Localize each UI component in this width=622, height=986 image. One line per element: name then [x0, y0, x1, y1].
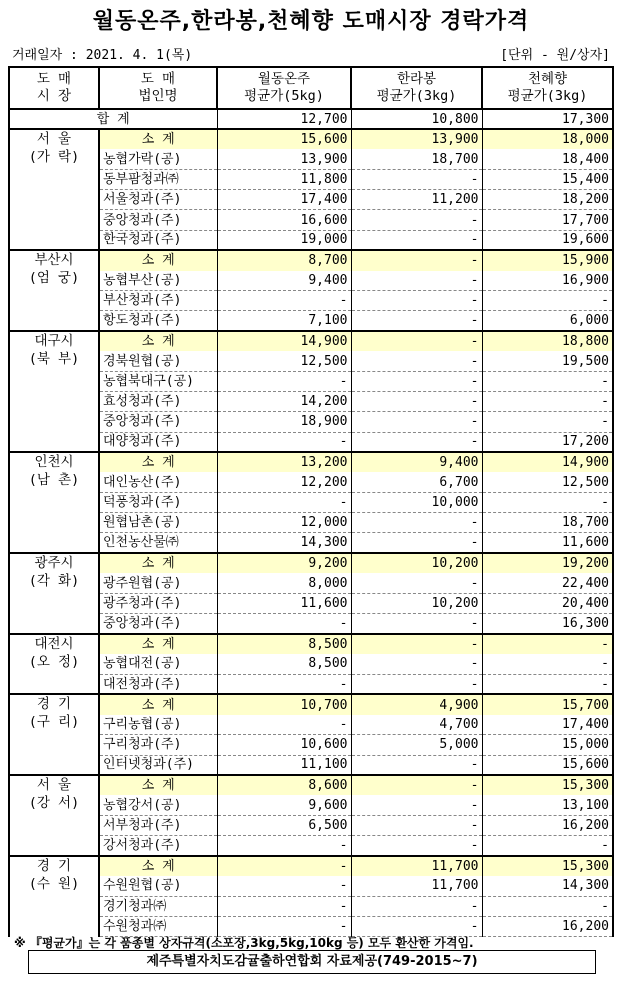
price-cell: -: [351, 533, 482, 553]
price-cell: 15,300: [482, 775, 613, 795]
market-location: (가 락): [28, 149, 80, 166]
price-cell: 11,100: [217, 755, 351, 775]
price-cell: -: [482, 392, 613, 412]
table-row: [9, 190, 613, 210]
header-corp-line1: 도 매: [140, 71, 176, 87]
table-row: [9, 674, 613, 694]
market-name-cell: [9, 129, 99, 250]
price-cell: -: [351, 816, 482, 836]
corp-name: 농협부산(공): [99, 271, 217, 291]
price-cell: -: [351, 513, 482, 533]
price-cell: -: [217, 856, 351, 876]
market-name: 광주시: [34, 555, 74, 572]
corp-name: 서부청과(주): [99, 816, 217, 836]
market-name: 대전시: [34, 635, 74, 652]
price-cell: 18,800: [482, 331, 613, 351]
price-cell: 9,600: [217, 795, 351, 815]
corp-name: 수원원협(공): [99, 876, 217, 896]
corp-name: 중앙청과(주): [99, 614, 217, 634]
price-cell: 12,000: [217, 513, 351, 533]
price-cell: 6,500: [217, 816, 351, 836]
table-row: [9, 149, 613, 169]
header-corp-line2: 법인명: [138, 88, 178, 104]
total-row: [9, 109, 613, 129]
price-cell: 10,700: [217, 694, 351, 714]
subtotal-label: 소 계: [99, 129, 217, 149]
trade-date: 거래일자 : 2021. 4. 1(목): [12, 48, 193, 63]
corp-name: 농협강서(공): [99, 795, 217, 815]
price-cell: -: [351, 271, 482, 291]
price-cell: 15,700: [482, 694, 613, 714]
subtotal-row: [9, 694, 613, 714]
price-cell: -: [351, 755, 482, 775]
market-name: 부산시: [34, 252, 74, 269]
market-name: 경 기: [36, 857, 72, 874]
price-cell: -: [217, 836, 351, 856]
price-cell: 4,900: [351, 694, 482, 714]
price-cell: 16,600: [217, 210, 351, 230]
market-location: (오 정): [28, 653, 80, 670]
corp-name: 원협남촌(공): [99, 513, 217, 533]
price-cell: 9,200: [217, 553, 351, 573]
table-row: [9, 170, 613, 190]
table-row: [9, 311, 613, 331]
table-row: [9, 513, 613, 533]
subtotal-row: [9, 129, 613, 149]
price-cell: 10,200: [351, 594, 482, 614]
table-row: [9, 614, 613, 634]
table-row: [9, 271, 613, 291]
corp-name: 부산청과(주): [99, 291, 217, 311]
price-cell: -: [351, 573, 482, 593]
corp-name: 농협대전(공): [99, 654, 217, 674]
market-name: 인천시: [34, 454, 74, 471]
price-cell: -: [351, 351, 482, 371]
price-cell: 11,700: [351, 856, 482, 876]
price-cell: -: [217, 371, 351, 391]
price-cell: 7,100: [217, 311, 351, 331]
price-cell: 17,400: [217, 190, 351, 210]
price-cell: 14,900: [217, 331, 351, 351]
subtotal-row: [9, 250, 613, 270]
price-cell: -: [351, 917, 482, 937]
price-cell: 18,900: [217, 412, 351, 432]
price-cell: 10,200: [351, 553, 482, 573]
market-location: (수 원): [28, 875, 80, 892]
price-cell: 13,100: [482, 795, 613, 815]
corp-name: 광주원협(공): [99, 573, 217, 593]
price-cell: -: [217, 876, 351, 896]
price-cell: 6,000: [482, 311, 613, 331]
header-corp: [99, 67, 217, 109]
table-row: [9, 291, 613, 311]
header-mandarin-name: 월동온주: [257, 71, 311, 87]
price-cell: 17,700: [482, 210, 613, 230]
price-cell: -: [217, 917, 351, 937]
table-row: [9, 755, 613, 775]
header-cheonhyehyang-unit: 평균가(3kg): [507, 88, 588, 104]
price-cell: -: [482, 674, 613, 694]
market-name-cell: [9, 331, 99, 452]
price-cell: 8,500: [217, 634, 351, 654]
price-cell: -: [351, 311, 482, 331]
subtotal-row: [9, 452, 613, 472]
market-name: 대구시: [34, 333, 74, 350]
price-cell: 15,300: [482, 856, 613, 876]
price-cell: -: [351, 392, 482, 412]
header-hallabong-name: 한라봉: [396, 71, 437, 87]
price-cell: 20,400: [482, 594, 613, 614]
price-cell: 14,200: [217, 392, 351, 412]
price-cell: -: [217, 432, 351, 452]
subtotal-row: [9, 775, 613, 795]
corp-name: 서울청과(주): [99, 190, 217, 210]
header-hallabong-unit: 평균가(3kg): [376, 88, 457, 104]
subtotal-label: 소 계: [99, 775, 217, 795]
price-cell: 12,500: [482, 472, 613, 492]
table-row: [9, 210, 613, 230]
price-cell: 14,900: [482, 452, 613, 472]
header-market-line2: 시 장: [36, 88, 72, 104]
unit-label: [단위 - 원/상자]: [500, 48, 610, 63]
price-cell: 17,200: [482, 432, 613, 452]
header-hallabong: [351, 67, 482, 109]
subtotal-label: 소 계: [99, 694, 217, 714]
corp-name: 대양청과(주): [99, 432, 217, 452]
table-row: [9, 594, 613, 614]
table-row: [9, 371, 613, 391]
price-cell: 15,000: [482, 735, 613, 755]
price-cell: -: [217, 614, 351, 634]
subtotal-label: 소 계: [99, 452, 217, 472]
corp-name: 강서청과(주): [99, 836, 217, 856]
table-row: [9, 573, 613, 593]
corp-name: 항도청과(주): [99, 311, 217, 331]
table-row: [9, 493, 613, 513]
price-cell: -: [217, 674, 351, 694]
total-value: 12,700: [217, 109, 351, 129]
price-cell: 11,600: [217, 594, 351, 614]
price-cell: 8,600: [217, 775, 351, 795]
market-location: (강 서): [28, 795, 80, 812]
table-row: [9, 896, 613, 916]
price-cell: -: [351, 432, 482, 452]
market-name-cell: [9, 694, 99, 775]
market-location: (남 촌): [28, 472, 80, 489]
price-cell: -: [351, 170, 482, 190]
market-location: (엄 궁): [28, 270, 80, 287]
table-row: [9, 836, 613, 856]
price-cell: 9,400: [217, 271, 351, 291]
price-cell: -: [482, 493, 613, 513]
price-cell: 9,400: [351, 452, 482, 472]
subtotal-row: [9, 553, 613, 573]
corp-name: 광주청과(주): [99, 594, 217, 614]
price-cell: -: [351, 371, 482, 391]
price-cell: -: [351, 230, 482, 250]
price-cell: 10,000: [351, 493, 482, 513]
corp-name: 구리농협(공): [99, 715, 217, 735]
price-cell: -: [351, 210, 482, 230]
page-title: 월동온주,한라봉,천혜향 도매시장 경락가격: [92, 9, 530, 34]
subtotal-label: 소 계: [99, 634, 217, 654]
price-cell: 13,200: [217, 452, 351, 472]
price-cell: 16,200: [482, 917, 613, 937]
market-location: (북 부): [28, 351, 80, 368]
price-cell: -: [482, 371, 613, 391]
price-cell: 16,200: [482, 816, 613, 836]
subtotal-label: 소 계: [99, 331, 217, 351]
header-cheonhyehyang: [482, 67, 613, 109]
price-cell: 8,000: [217, 573, 351, 593]
price-cell: 11,800: [217, 170, 351, 190]
table-row: [9, 472, 613, 492]
subtotal-label: 소 계: [99, 250, 217, 270]
total-label: 합 계: [9, 109, 217, 129]
price-cell: -: [351, 654, 482, 674]
corp-name: 대전청과(주): [99, 674, 217, 694]
price-cell: 19,200: [482, 553, 613, 573]
price-cell: 14,300: [217, 533, 351, 553]
price-cell: 18,700: [482, 513, 613, 533]
price-cell: 18,700: [351, 149, 482, 169]
corp-name: 농협가락(공): [99, 149, 217, 169]
subtotal-label: 소 계: [99, 553, 217, 573]
price-cell: 11,600: [482, 533, 613, 553]
price-cell: 18,200: [482, 190, 613, 210]
price-cell: -: [482, 654, 613, 674]
price-cell: 11,200: [351, 190, 482, 210]
price-cell: 13,900: [351, 129, 482, 149]
price-cell: 16,300: [482, 614, 613, 634]
price-cell: -: [351, 836, 482, 856]
price-cell: -: [351, 331, 482, 351]
price-cell: -: [351, 795, 482, 815]
corp-name: 한국청과(주): [99, 230, 217, 250]
price-cell: -: [351, 291, 482, 311]
price-cell: -: [351, 634, 482, 654]
corp-name: 경기청과㈜: [99, 896, 217, 916]
table-row: [9, 795, 613, 815]
table-row: [9, 654, 613, 674]
market-name-cell: [9, 250, 99, 331]
price-cell: 12,500: [217, 351, 351, 371]
price-cell: 13,900: [217, 149, 351, 169]
table-row: [9, 876, 613, 896]
subtotal-row: [9, 331, 613, 351]
table-row: [9, 735, 613, 755]
table-row: [9, 230, 613, 250]
price-cell: -: [351, 896, 482, 916]
market-name-cell: [9, 452, 99, 553]
price-cell: 15,600: [217, 129, 351, 149]
total-value: 10,800: [351, 109, 482, 129]
price-cell: 18,400: [482, 149, 613, 169]
market-name: 서 울: [36, 777, 72, 794]
price-cell: 16,900: [482, 271, 613, 291]
corp-name: 수원청과㈜: [99, 917, 217, 937]
price-cell: -: [482, 896, 613, 916]
price-cell: 6,700: [351, 472, 482, 492]
price-cell: 8,500: [217, 654, 351, 674]
price-cell: -: [482, 291, 613, 311]
price-cell: -: [351, 674, 482, 694]
price-cell: -: [217, 715, 351, 735]
price-cell: -: [482, 836, 613, 856]
table-row: [9, 533, 613, 553]
source-box: 제주특별자치도감귤출하연합회 자료제공(749-2015~7): [28, 950, 596, 974]
price-cell: 19,500: [482, 351, 613, 371]
market-name-cell: [9, 856, 99, 937]
corp-name: 중앙청과(주): [99, 210, 217, 230]
corp-name: 효성청과(주): [99, 392, 217, 412]
price-cell: -: [217, 493, 351, 513]
price-cell: -: [482, 412, 613, 432]
price-cell: -: [217, 291, 351, 311]
price-cell: 15,900: [482, 250, 613, 270]
corp-name: 구리청과(주): [99, 735, 217, 755]
price-cell: -: [482, 634, 613, 654]
footnote: ※ 『평균가』는 각 품종별 상자규격(소포장,3kg,5kg,10kg 등) 모두 환산한 가격임.: [14, 936, 474, 950]
market-location: (구 리): [28, 714, 80, 731]
price-cell: 19,600: [482, 230, 613, 250]
price-cell: 11,700: [351, 876, 482, 896]
price-cell: 22,400: [482, 573, 613, 593]
price-cell: -: [351, 412, 482, 432]
header-mandarin: [217, 67, 351, 109]
price-table: [8, 66, 614, 937]
table-row: [9, 351, 613, 371]
price-cell: 4,700: [351, 715, 482, 735]
price-cell: 15,400: [482, 170, 613, 190]
price-cell: 12,200: [217, 472, 351, 492]
price-cell: -: [217, 896, 351, 916]
subtotal-row: [9, 856, 613, 876]
market-name-cell: [9, 775, 99, 856]
subtotal-row: [9, 634, 613, 654]
corp-name: 덕풍청과(주): [99, 493, 217, 513]
header-cheonhyehyang-name: 천혜향: [527, 71, 568, 87]
price-cell: -: [351, 614, 482, 634]
table-row: [9, 412, 613, 432]
subtotal-label: 소 계: [99, 856, 217, 876]
market-location: (각 화): [28, 573, 80, 590]
corp-name: 인터넷청과(주): [99, 755, 217, 775]
corp-name: 동부팜청과㈜: [99, 170, 217, 190]
price-cell: 10,600: [217, 735, 351, 755]
price-cell: 18,000: [482, 129, 613, 149]
corp-name: 인천농산물㈜: [99, 533, 217, 553]
header-market-line1: 도 매: [36, 71, 72, 87]
market-name: 경 기: [36, 696, 72, 713]
market-name: 서 울: [36, 131, 72, 148]
corp-name: 중앙청과(주): [99, 412, 217, 432]
price-cell: 17,400: [482, 715, 613, 735]
table-row: [9, 715, 613, 735]
price-cell: -: [351, 250, 482, 270]
header-market: [9, 67, 99, 109]
corp-name: 농협북대구(공): [99, 371, 217, 391]
corp-name: 경북원협(공): [99, 351, 217, 371]
price-cell: 8,700: [217, 250, 351, 270]
table-row: [9, 392, 613, 412]
price-cell: 15,600: [482, 755, 613, 775]
market-name-cell: [9, 553, 99, 634]
total-value: 17,300: [482, 109, 613, 129]
corp-name: 대인농산(주): [99, 472, 217, 492]
header-mandarin-unit: 평균가(5kg): [244, 88, 324, 104]
price-cell: 14,300: [482, 876, 613, 896]
market-name-cell: [9, 634, 99, 695]
table-row: [9, 816, 613, 836]
price-cell: 19,000: [217, 230, 351, 250]
table-row: [9, 432, 613, 452]
price-cell: -: [351, 775, 482, 795]
price-cell: 5,000: [351, 735, 482, 755]
